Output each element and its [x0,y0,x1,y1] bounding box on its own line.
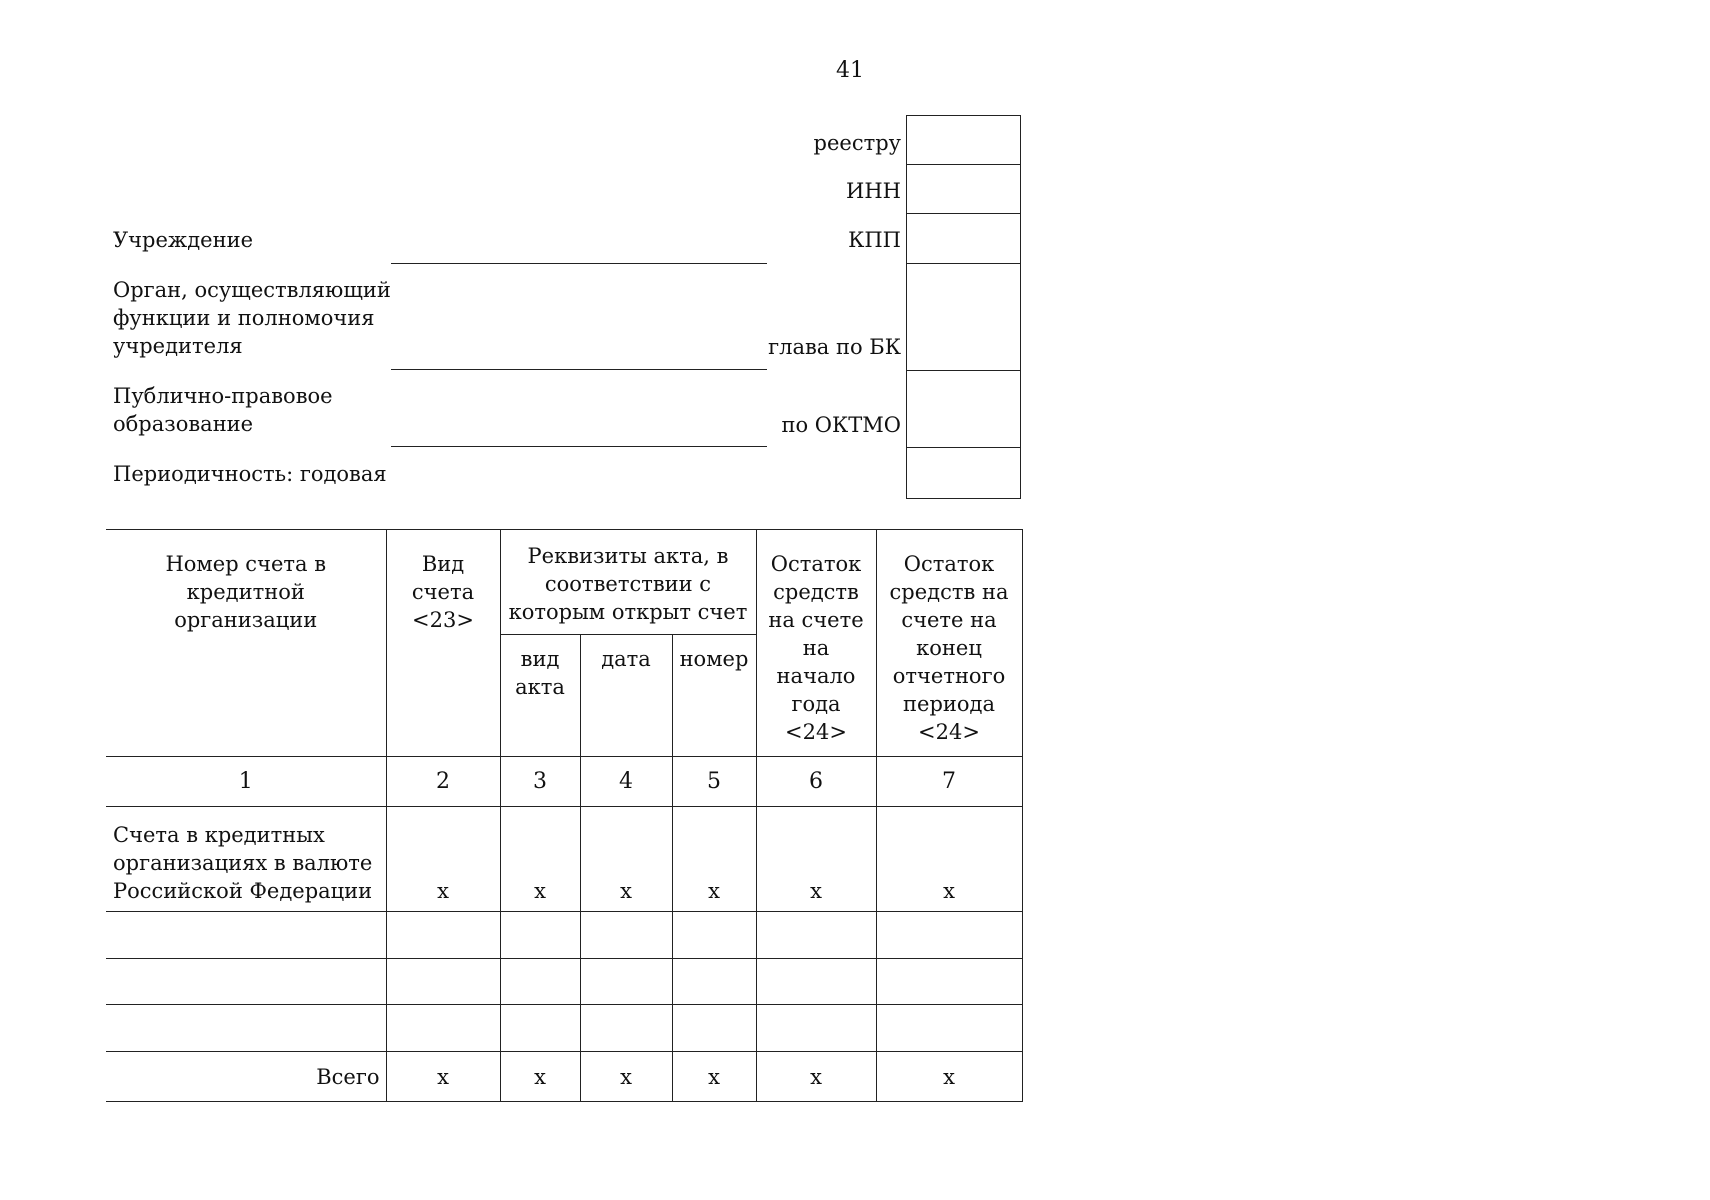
kpp-code-label: КПП [848,228,901,252]
institution-underline [391,263,767,264]
empty-cell [106,959,386,1005]
inn-code-label: ИНН [846,179,901,203]
empty-cell [876,912,1022,959]
empty-cell [672,959,756,1005]
empty-cell [106,912,386,959]
section-row-cell: x [580,807,672,912]
total-row [106,1052,1022,1102]
empty-cell [386,1005,500,1052]
budget-head-code-box [906,263,1021,371]
empty-cell [580,959,672,1005]
total-row-cell: x [876,1052,1022,1102]
col4-header: дата [580,635,672,757]
column-number-row [106,757,1022,807]
registry-code-label: реестру [813,131,901,155]
kpp-code-box [906,213,1021,264]
col2-header: Вид счета <23> [386,530,500,757]
col7-header: Остаток средств на счете на конец отчетного периода <24> [876,530,1022,757]
table-row [106,912,1022,959]
empty-cell [580,912,672,959]
column-number: 3 [500,757,580,807]
total-row-cell: x [500,1052,580,1102]
total-row-cell: x [672,1052,756,1102]
institution-label: Учреждение [113,228,254,252]
periodicity-code-box [906,447,1021,499]
accounts-table [106,529,1023,1102]
total-row-cell: x [386,1052,500,1102]
section-row-cell: x [500,807,580,912]
empty-cell [756,1005,876,1052]
empty-cell [500,912,580,959]
column-number: 5 [672,757,756,807]
header-row-1 [106,530,1022,635]
empty-cell [672,912,756,959]
col3-header: вид акта [500,635,580,757]
empty-cell [580,1005,672,1052]
empty-cell [876,1005,1022,1052]
col5-header: номер [672,635,756,757]
founder-label: Орган, осуществляющий функции и полномочия учредителя [113,278,391,358]
section-row-cell: x [876,807,1022,912]
empty-cell [756,959,876,1005]
empty-cell [500,959,580,1005]
section-row-cell: x [672,807,756,912]
table-row [106,1005,1022,1052]
empty-cell [672,1005,756,1052]
public-entity-underline [391,446,767,447]
public-entity-label: Публично-правовое образование [113,384,333,436]
oktmo-code-label: по ОКТМО [781,413,901,437]
column-number: 2 [386,757,500,807]
section-row-label: Счета в кредитных организациях в валюте Российской Федерации [106,807,386,912]
column-number: 6 [756,757,876,807]
column-number: 1 [106,757,386,807]
col6-header: Остаток средств на счете на начало года <24> [756,530,876,757]
empty-cell [756,912,876,959]
col1-header: Номер счета в кредитной организации [106,530,386,757]
empty-cell [106,1005,386,1052]
total-row-cell: x [756,1052,876,1102]
empty-cell [386,912,500,959]
periodicity-label: Периодичность: годовая [113,462,387,486]
oktmo-code-box [906,370,1021,448]
total-row-label: Всего [106,1052,386,1102]
section-row-cell: x [386,807,500,912]
table-row [106,959,1022,1005]
empty-cell [500,1005,580,1052]
budget-head-code-label: глава по БК [768,335,901,359]
column-number: 4 [580,757,672,807]
empty-cell [386,959,500,1005]
column-number: 7 [876,757,1022,807]
total-row-cell: x [580,1052,672,1102]
section-row-cell: x [756,807,876,912]
page-number: 41 [836,58,864,83]
registry-code-box [906,115,1021,165]
founder-underline [391,369,767,370]
section-row [106,807,1022,912]
inn-code-box [906,164,1021,214]
empty-cell [876,959,1022,1005]
act-details-header: Реквизиты акта, в соответствии с которым открыт счет [500,530,756,635]
